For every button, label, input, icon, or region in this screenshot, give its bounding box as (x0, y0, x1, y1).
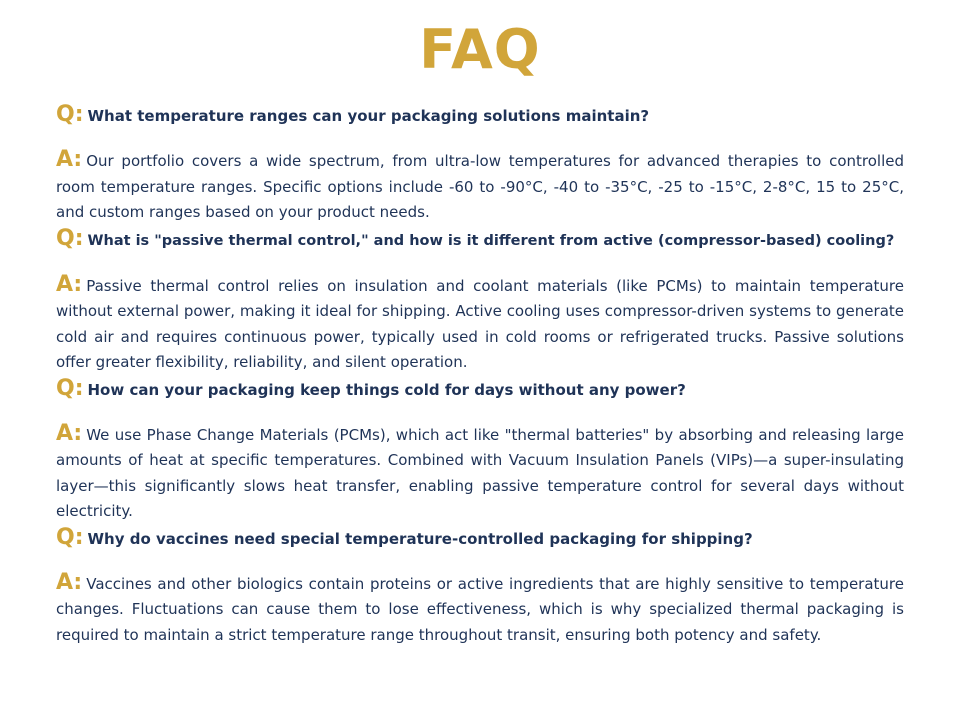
q-marker: Q: (56, 225, 84, 251)
faq-item (56, 376, 904, 525)
faq-answer-text: Our portfolio covers a wide spectrum, from ultra-low temperatures for advanced therapies to controlled room temperature ranges. Specific options include -60 to -90°C, -40 to -35°C, -25 to -15°C, 2-8°C, 15 to 25°C, and custom ranges based on your product needs. (56, 152, 904, 221)
faq-list (56, 102, 904, 648)
faq-answer-text: Vaccines and other biologics contain proteins or active ingredients that are highly sensitive to temperature changes. Fluctuations can cause them to lose effectiveness, which is why specialized thermal packaging is required to maintain a strict temperature range throughout transit, ensuring both potency and safety. (56, 574, 904, 644)
faq-answer (56, 272, 904, 376)
a-marker: A: (56, 147, 83, 172)
page-title: FAQ (419, 18, 541, 81)
faq-question (56, 226, 904, 254)
faq-answer (56, 147, 904, 226)
faq-question-text: What is "passive thermal control," and how is it different from active (compressor-based) cooling? (87, 232, 895, 249)
faq-question-text: What temperature ranges can your packaging solutions maintain? (87, 107, 650, 125)
faq-answer (56, 570, 904, 649)
q-marker: Q: (56, 524, 84, 550)
a-marker: A: (56, 271, 83, 297)
faq-question-text: How can your packaging keep things cold for days without any power? (87, 380, 686, 399)
faq-answer (56, 421, 904, 525)
faq-page (56, 0, 904, 648)
q-marker: Q: (56, 375, 84, 401)
faq-answer-text: Passive thermal control relies on insulation and coolant materials (like PCMs) to maintain temperature without external power, making it ideal for shipping. Active cooling uses compressor-driven systems to generate cold air and requires continuous power, typically used in cold rooms or refrigerated trucks. Passive solutions offer greater flexibility, reliability, and silent operation. (56, 276, 904, 371)
faq-question (56, 525, 904, 552)
q-marker: Q: (56, 102, 84, 127)
a-marker: A: (56, 420, 83, 446)
faq-item (56, 525, 904, 649)
faq-question-text: Why do vaccines need special temperature-controlled packaging for shipping? (87, 529, 753, 548)
faq-answer-text: We use Phase Change Materials (PCMs), which act like "thermal batteries" by absorbing and releasing large amounts of heat at specific temperatures. Combined with Vacuum Insulation Panels (VIPs)—a super-insulating layer—this significantly slows heat transfer, enabling passive temperature control for several days without electricity. (56, 425, 904, 520)
faq-question (56, 376, 904, 403)
faq-item (56, 102, 904, 226)
a-marker: A: (56, 569, 83, 595)
faq-item (56, 226, 904, 376)
faq-question (56, 102, 904, 129)
